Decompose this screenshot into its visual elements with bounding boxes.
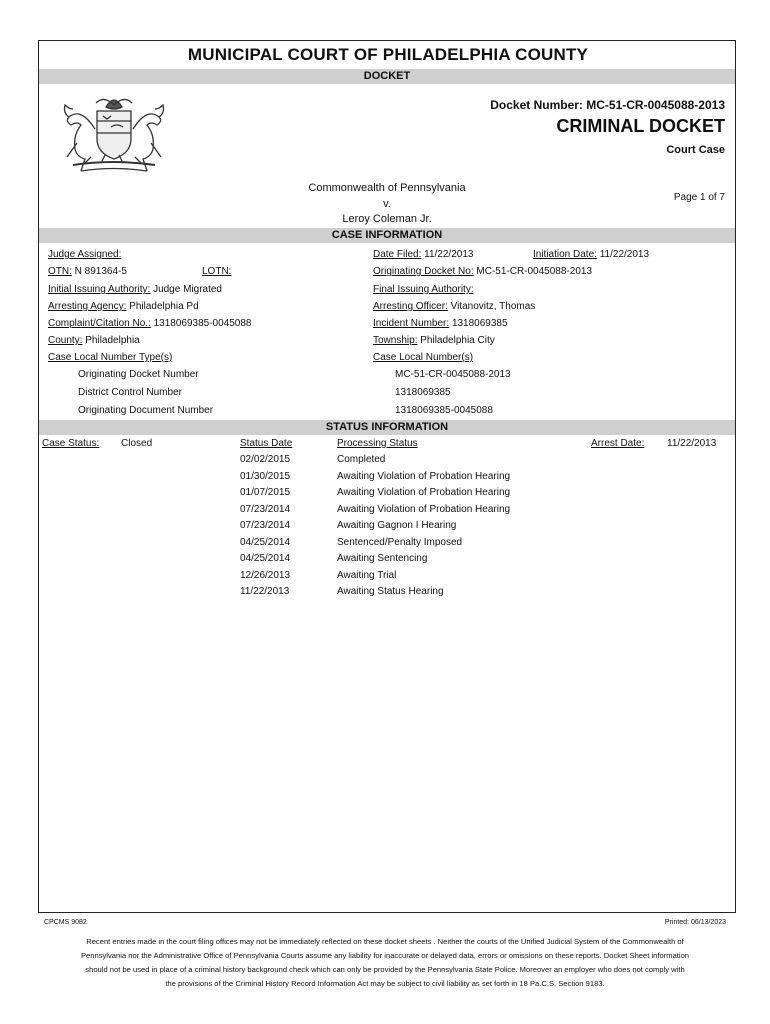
date-filed-label: Date Filed: xyxy=(373,249,422,260)
status-row-date: 12/26/2013 xyxy=(240,569,291,581)
final-issuing-label: Final Issuing Authority: xyxy=(373,284,474,295)
township-value: Philadelphia City xyxy=(420,335,495,346)
otn-field xyxy=(48,266,127,277)
initial-issuing-field xyxy=(48,284,222,295)
judge-assigned-label: Judge Assigned: xyxy=(48,249,122,260)
case-status-label: Case Status: xyxy=(42,438,100,449)
docket-bar: DOCKET xyxy=(39,69,735,84)
local-number-value: MC-51-CR-0045088-2013 xyxy=(395,369,511,380)
date-filed-value: 11/22/2013 xyxy=(424,249,474,260)
arresting-agency-field xyxy=(48,301,199,312)
initial-issuing-value: Judge Migrated xyxy=(153,284,222,295)
status-row-date: 07/23/2014 xyxy=(240,520,291,531)
processing-status-header: Processing Status xyxy=(337,438,418,449)
originating-docket-label: Originating Docket No: xyxy=(373,266,474,277)
incident-number-field xyxy=(373,318,508,329)
status-row-processing-status: Awaiting Violation of Probation Hearing xyxy=(337,503,511,515)
county-value: Philadelphia xyxy=(85,335,140,346)
status-row-processing-status: Awaiting Status Hearing xyxy=(337,586,444,597)
arresting-agency-value: Philadelphia Pd xyxy=(129,301,199,312)
otn-label: OTN: xyxy=(48,266,72,277)
form-id: CPCMS 9082 xyxy=(44,919,87,926)
status-information-bar: STATUS INFORMATION xyxy=(39,420,735,435)
case-information-bar: CASE INFORMATION xyxy=(39,228,735,243)
date-filed-field xyxy=(373,249,473,260)
status-row-processing-status: Awaiting Violation of Probation Hearing xyxy=(337,470,511,482)
court-title: MUNICIPAL COURT OF PHILADELPHIA COUNTY xyxy=(187,45,589,64)
otn-value: N 891364-5 xyxy=(74,266,127,277)
status-date-header: Status Date xyxy=(240,438,293,449)
local-number-value: 1318069385 xyxy=(395,387,451,398)
caption-defendant: Leroy Coleman Jr. xyxy=(342,213,432,225)
arrest-date-label: Arrest Date: xyxy=(591,438,645,449)
court-case-label: Court Case xyxy=(666,144,725,156)
local-number-type: Originating Docket Number xyxy=(78,369,199,380)
disclaimer-text: Recent entries made in the court filing offices may not be immediately reflected on these docket sheets . Neither the courts of the Unified Judicial System of the Commonwealth of Pennsylvania nor the Administrative Office of Pennsylvania Courts assume any liability for inaccurate or delayed data, errors or omissions on these reports. Docket Sheet information should not be used in place of a criminal history background check which can only be provided by the Pennsylvania State Police. Moreover an employer who does not comply with the provisions of the Criminal History Record Information Act may be subject to civil liability as set forth in 18 Pa.C.S. Section 9183. xyxy=(80,937,690,988)
originating-docket-field xyxy=(373,266,592,277)
arrest-date-value: 11/22/2013 xyxy=(667,438,717,449)
docket-page-frame xyxy=(38,40,736,913)
initial-issuing-label: Initial Issuing Authority: xyxy=(48,284,151,295)
docket-number: Docket Number: MC-51-CR-0045088-2013 xyxy=(490,98,725,112)
caption-versus: v. xyxy=(383,198,391,210)
complaint-value: 1318069385-0045088 xyxy=(153,318,252,329)
incident-number-label: Incident Number: xyxy=(373,318,450,329)
local-number-value: 1318069385-0045088 xyxy=(395,405,493,416)
status-row-date: 04/25/2014 xyxy=(240,553,291,564)
caption-plaintiff: Commonwealth of Pennsylvania xyxy=(308,182,466,194)
initiation-date-value: 11/22/2013 xyxy=(599,249,650,260)
docket-type-title: CRIMINAL DOCKET xyxy=(556,116,725,136)
arresting-officer-label: Arresting Officer: xyxy=(373,301,448,312)
status-row-processing-status: Awaiting Trial xyxy=(337,569,397,581)
status-row-date: 02/02/2015 xyxy=(240,454,291,465)
status-row-processing-status: Sentenced/Penalty Imposed xyxy=(337,536,463,548)
complaint-field xyxy=(48,318,252,329)
county-label: County: xyxy=(48,335,83,346)
arresting-agency-label: Arresting Agency: xyxy=(48,301,127,312)
status-row-date: 07/23/2014 xyxy=(240,503,291,515)
initiation-date-field xyxy=(533,249,649,260)
originating-docket-value: MC-51-CR-0045088-2013 xyxy=(476,266,593,277)
complaint-label: Complaint/Citation No.: xyxy=(48,318,151,329)
status-row-processing-status: Awaiting Sentencing xyxy=(337,553,428,564)
status-row-processing-status: Awaiting Gagnon I Hearing xyxy=(337,520,457,531)
status-row-date: 01/30/2015 xyxy=(240,470,291,482)
county-field xyxy=(48,335,140,346)
arresting-officer-value: Vitanovitz, Thomas xyxy=(450,301,536,312)
arresting-officer-field xyxy=(373,301,535,312)
printed-date: Printed: 06/13/2023 xyxy=(664,919,726,926)
local-number-type: Originating Document Number xyxy=(78,405,214,416)
status-row-processing-status: Completed xyxy=(337,454,386,465)
township-field xyxy=(373,335,495,346)
incident-number-value: 1318069385 xyxy=(451,318,508,329)
pennsylvania-seal-image xyxy=(51,89,177,177)
case-status-value: Closed xyxy=(121,438,153,449)
local-number-type-label: Case Local Number Type(s) xyxy=(48,352,173,363)
status-row-processing-status: Awaiting Violation of Probation Hearing xyxy=(337,487,511,498)
township-label: Township: xyxy=(373,335,418,346)
status-row-date: 01/07/2015 xyxy=(240,487,291,498)
initiation-date-label: Initiation Date: xyxy=(533,249,597,260)
lotn-label: LOTN: xyxy=(202,266,232,277)
page-indicator: Page 1 of 7 xyxy=(673,192,725,203)
status-row-date: 11/22/2013 xyxy=(240,586,290,597)
local-number-type: District Control Number xyxy=(78,387,182,398)
local-number-label: Case Local Number(s) xyxy=(373,352,474,363)
status-row-date: 04/25/2014 xyxy=(240,536,291,548)
